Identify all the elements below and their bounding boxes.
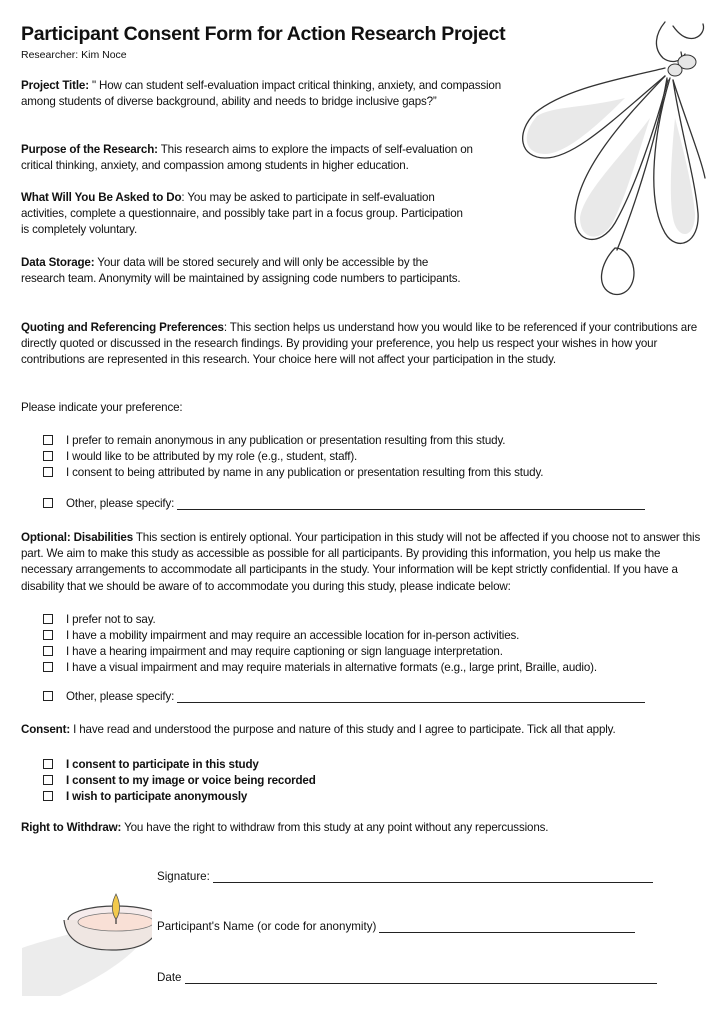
candle-bowl-icon (20, 878, 152, 998)
preference-other-field[interactable] (177, 497, 645, 510)
date-label: Date (157, 971, 182, 984)
data-storage-text: Your data will be stored securely and will only be accessible by the research team. Anonymity will be maintained by assigning code numbers to participants. (21, 256, 461, 286)
option-label: I have a hearing impairment and may require captioning or sign language interpretation. (66, 644, 503, 658)
preference-options-list (43, 432, 543, 480)
data-storage-section (21, 255, 461, 287)
signature-row[interactable] (157, 870, 653, 883)
disability-option[interactable] (43, 659, 597, 675)
disabilities-label: Optional: Disabilities (21, 531, 134, 544)
consent-label: Consent: (21, 723, 71, 736)
quoting-text: : This section helps us understand how you would like to be referenced if your contributions are directly quoted or discussed in the research findings. By providing your preference, you help us respect your wishes in how your contributions are represented in this research. Your choice here will not affect your participation in the study. (21, 321, 698, 367)
form-title: Participant Consent Form for Action Research Project (21, 23, 506, 45)
option-label: I would like to be attributed by my role (e.g., student, staff). (66, 449, 358, 463)
disability-option[interactable] (43, 611, 597, 627)
what-asked-label: What Will You Be Asked to Do (21, 191, 182, 204)
purpose-section (21, 142, 503, 174)
option-label: I consent to being attributed by name in any publication or presentation resulting from this study. (66, 465, 544, 479)
checkbox[interactable] (43, 691, 53, 701)
disability-other-label: Other, please specify: (66, 690, 175, 703)
option-label: I have a visual impairment and may require materials in alternative formats (e.g., large print, Braille, audio). (66, 660, 597, 674)
disabilities-text: This section is entirely optional. Your participation in this study will not be affected if you choose not to answer this part. We aim to make this study as accessible as possible for all participants. By providing this information, you help us make the necessary arrangements to accommodate all participants in the study. Your information will be kept strictly confidential. If you have a disability that we should be aware of to accommodate you during this study, please indicate below: (21, 531, 701, 593)
date-field[interactable] (185, 971, 657, 984)
withdraw-text: You have the right to withdraw from this study at any point without any repercussions. (121, 821, 549, 834)
disability-option[interactable] (43, 627, 597, 643)
preference-option[interactable] (43, 448, 543, 464)
date-row[interactable] (157, 971, 657, 984)
disability-option[interactable] (43, 643, 597, 659)
checkbox[interactable] (43, 646, 53, 656)
signature-label: Signature: (157, 870, 210, 883)
consent-section (21, 722, 701, 738)
checkbox[interactable] (43, 759, 53, 769)
disability-options-list (43, 611, 597, 675)
option-label: I consent to participate in this study (66, 757, 259, 771)
consent-text: I have read and understood the purpose and nature of this study and I agree to participate. Tick all that apply. (70, 723, 616, 736)
checkbox[interactable] (43, 791, 53, 801)
checkbox[interactable] (43, 614, 53, 624)
withdraw-label: Right to Withdraw: (21, 821, 122, 834)
option-label: I have a mobility impairment and may require an accessible location for in-person activities. (66, 628, 520, 642)
checkbox[interactable] (43, 662, 53, 672)
checkbox[interactable] (43, 435, 53, 445)
what-asked-text: : You may be asked to participate in self-evaluation activities, complete a questionnaire, and possibly take part in a focus group. Participation is completely voluntary. (21, 191, 463, 237)
withdraw-section (21, 820, 701, 836)
checkbox[interactable] (43, 775, 53, 785)
quoting-label: Quoting and Referencing Preferences (21, 321, 224, 334)
purpose-text: This research aims to explore the impacts of self-evaluation on critical thinking, anxiety, and compassion among students in higher education. (21, 143, 473, 173)
project-title-label: Project Title: (21, 79, 89, 92)
consent-option[interactable] (43, 788, 316, 804)
what-asked-section (21, 190, 469, 239)
preference-other-label: Other, please specify: (66, 497, 175, 510)
data-storage-label: Data Storage: (21, 256, 95, 269)
disability-other-field[interactable] (177, 690, 645, 703)
participant-name-row[interactable] (157, 920, 635, 933)
checkbox[interactable] (43, 630, 53, 640)
preference-option[interactable] (43, 432, 543, 448)
preference-other-row[interactable] (43, 497, 645, 510)
disability-other-row[interactable] (43, 690, 645, 703)
preference-option[interactable] (43, 464, 543, 480)
option-label: I prefer not to say. (66, 612, 156, 626)
consent-option[interactable] (43, 772, 316, 788)
project-title-section (21, 78, 511, 110)
purpose-label: Purpose of the Research: (21, 143, 158, 156)
checkbox[interactable] (43, 467, 53, 477)
mistletoe-sketch-icon (505, 18, 710, 303)
option-label: I consent to my image or voice being recorded (66, 773, 316, 787)
consent-options-list (43, 756, 316, 804)
option-label: I wish to participate anonymously (66, 789, 248, 803)
participant-name-label: Participant's Name (or code for anonymity) (157, 920, 377, 933)
project-title-text: " How can student self-evaluation impact critical thinking, anxiety, and compassion among students of diverse background, ability and needs to bridge inclusive gaps?” (21, 79, 502, 109)
checkbox[interactable] (43, 498, 53, 508)
quoting-section (21, 320, 701, 369)
participant-name-field[interactable] (379, 920, 635, 933)
preference-prompt: Please indicate your preference: (21, 401, 183, 414)
researcher-name: Researcher: Kim Noce (21, 49, 127, 61)
checkbox[interactable] (43, 451, 53, 461)
consent-option[interactable] (43, 756, 316, 772)
signature-field[interactable] (213, 870, 653, 883)
option-label: I prefer to remain anonymous in any publication or presentation resulting from this study. (66, 433, 506, 447)
disabilities-section (21, 530, 701, 595)
